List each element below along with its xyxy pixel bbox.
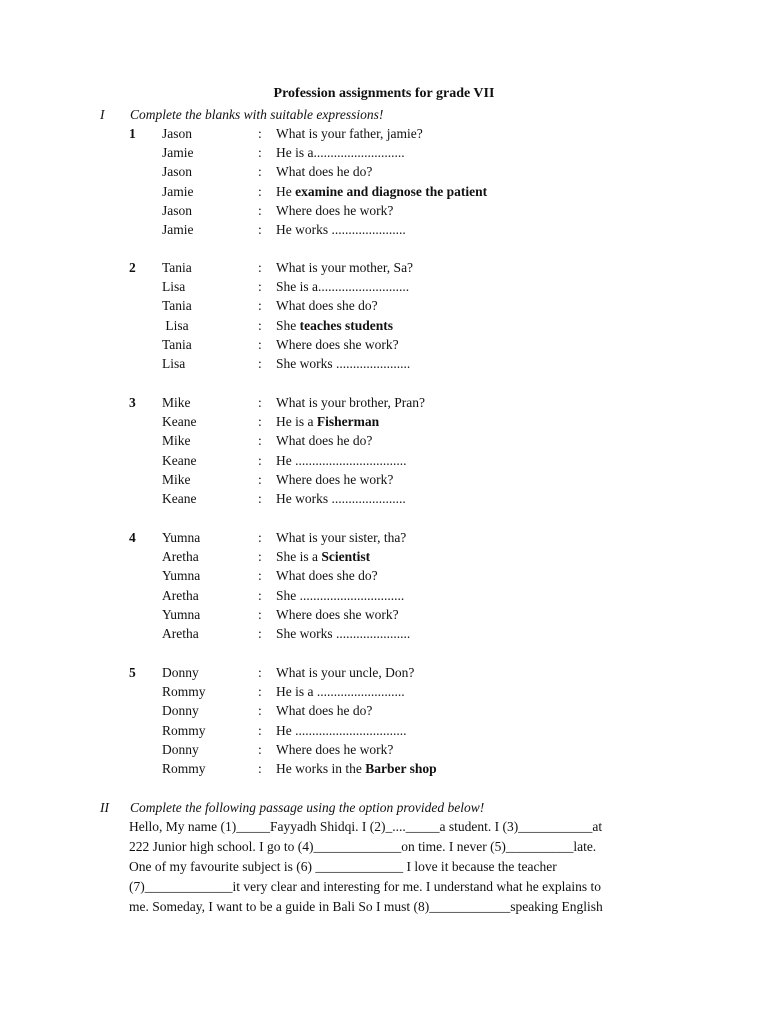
dialog-text — [276, 279, 409, 295]
dialog-line — [0, 626, 768, 645]
passage — [129, 819, 689, 919]
speaker-colon: : — [258, 279, 262, 295]
dialog-line — [0, 433, 768, 452]
passage-line: One of my favourite subject is (6) _____________ I love it because the teacher — [129, 859, 557, 874]
dialog-line — [0, 298, 768, 317]
dialog-text-bold: examine and diagnose the patient — [295, 183, 488, 199]
dialog-text-bold: Fisherman — [316, 414, 380, 430]
dialog-number: 2 — [129, 260, 136, 275]
speaker-colon: : — [258, 164, 262, 180]
dialog-text-plain: She works ...................... — [276, 356, 411, 371]
dialog-text-plain: She is a........................... — [276, 279, 410, 295]
dialog-text — [276, 626, 410, 642]
dialog-line — [0, 126, 768, 145]
dialog-text — [276, 395, 425, 411]
speaker-colon: : — [258, 298, 262, 314]
dialog-text — [276, 684, 405, 700]
dialog-line — [0, 145, 768, 164]
dialog-line — [0, 742, 768, 761]
passage-line: (7)_____________it very clear and interesting for me. I understand what he explains to — [129, 879, 601, 894]
speaker-colon: : — [258, 665, 262, 680]
dialog-text — [276, 453, 407, 469]
speaker-name: Jason — [162, 164, 192, 180]
dialog-text-plain: He is a — [276, 414, 317, 430]
dialog-text-plain: What is your sister, tha? — [276, 530, 407, 545]
dialog-number: 4 — [129, 530, 136, 545]
dialog-text-plain: Where does she work? — [276, 606, 399, 622]
dialog-text-plain: He ................................. — [276, 722, 407, 738]
dialog-text-plain: What does he do? — [276, 703, 373, 719]
speaker-colon: : — [258, 433, 262, 449]
dialog-text — [276, 164, 372, 180]
dialog-text-plain: He ................................. — [276, 452, 407, 468]
speaker-colon: : — [258, 336, 262, 352]
dialog-line — [0, 260, 768, 279]
dialog-text — [276, 184, 487, 200]
speaker-colon: : — [258, 471, 262, 487]
speaker-colon: : — [258, 183, 262, 199]
passage-line: Hello, My name (1)_____Fayyadh Shidqi. I (2)_...._____a student. I (3)___________at — [129, 819, 603, 834]
speaker-name: Lisa — [162, 317, 189, 333]
dialog-text-plain: She ............................... — [276, 587, 405, 603]
speaker-colon: : — [258, 395, 262, 410]
speaker-colon: : — [258, 491, 262, 506]
speaker-colon: : — [258, 741, 262, 757]
speaker-name: Mike — [162, 395, 191, 410]
dialog-text — [276, 337, 399, 353]
dialog-text-plain: She — [276, 317, 300, 333]
speaker-colon: : — [258, 530, 262, 545]
dialog-text — [276, 298, 378, 314]
speaker-colon: : — [258, 587, 262, 603]
dialog-text-plain: He — [276, 183, 296, 199]
dialog-text-plain: Where does he work? — [276, 471, 394, 487]
dialog-text-plain: What does he do? — [276, 433, 373, 449]
dialog-text — [276, 530, 406, 546]
dialog-text-plain: Where does he work? — [276, 202, 394, 218]
speaker-colon: : — [258, 356, 262, 371]
dialog-line — [0, 222, 768, 241]
dialog-text — [276, 414, 379, 430]
dialog-line — [0, 453, 768, 472]
section-1-instruction: Complete the blanks with suitable expressions! — [130, 107, 384, 122]
dialog-text — [276, 433, 372, 449]
dialog-line — [0, 607, 768, 626]
dialog-text-plain: She works ...................... — [276, 626, 411, 641]
speaker-name: Jason — [162, 126, 192, 141]
dialog-line — [0, 356, 768, 375]
dialog-text — [276, 665, 414, 681]
dialog-line — [0, 761, 768, 780]
speaker-colon: : — [258, 703, 262, 719]
page-title: Profession assignments for grade VII — [273, 86, 495, 101]
speaker-colon: : — [258, 126, 262, 141]
speaker-name: Aretha — [162, 587, 199, 603]
dialog-text-plain: What does she do? — [276, 298, 378, 314]
speaker-name: Tania — [162, 298, 192, 314]
dialog-number: 3 — [129, 395, 136, 410]
dialog-line — [0, 337, 768, 356]
speaker-name: Rommy — [162, 761, 206, 776]
dialog-text-plain: He works ...................... — [276, 491, 406, 506]
speaker-colon: : — [258, 145, 262, 161]
section-2-numeral: II — [100, 800, 109, 815]
speaker-name: Jamie — [162, 183, 194, 199]
speaker-colon: : — [258, 606, 262, 622]
dialog-text — [276, 588, 404, 604]
speaker-name: Lisa — [162, 356, 186, 371]
speaker-colon: : — [258, 722, 262, 738]
dialog-number: 5 — [129, 665, 136, 680]
speaker-name: Aretha — [162, 626, 199, 641]
dialog-line — [0, 530, 768, 549]
speaker-name: Tania — [162, 336, 192, 352]
dialog-line — [0, 184, 768, 203]
dialog-text — [276, 203, 393, 219]
dialog-text — [276, 356, 410, 372]
dialog-text — [276, 703, 372, 719]
dialog-text-plain: She is a — [276, 549, 322, 565]
dialog-text — [276, 145, 405, 161]
dialog-text-plain: He works in the — [276, 761, 366, 776]
speaker-colon: : — [258, 626, 262, 641]
speaker-colon: : — [258, 568, 262, 584]
dialog-text — [276, 222, 406, 238]
speaker-name: Keane — [162, 414, 197, 430]
dialog-text-plain: Where does he work? — [276, 741, 394, 757]
dialog-text-plain: He works ...................... — [276, 222, 406, 237]
passage-line: me. Someday, I want to be a guide in Bali So I must (8)____________speaking English — [129, 899, 603, 914]
speaker-name: Jason — [162, 202, 192, 218]
dialog-text — [276, 491, 406, 507]
passage-line: 222 Junior high school. I go to (4)_____________on time. I never (5)__________late. — [129, 839, 597, 854]
speaker-name: Keane — [162, 491, 197, 506]
dialog-text-plain: What is your brother, Pran? — [276, 395, 426, 410]
speaker-colon: : — [258, 684, 262, 700]
dialog-text-plain: Where does she work? — [276, 336, 399, 352]
dialog-text — [276, 568, 378, 584]
dialog-text — [276, 318, 393, 334]
dialog-line — [0, 568, 768, 587]
speaker-colon: : — [258, 452, 262, 468]
dialog-line — [0, 203, 768, 222]
dialog-text — [276, 472, 393, 488]
dialog-line — [0, 684, 768, 703]
dialog-text-plain: What does he do? — [276, 164, 373, 180]
speaker-name: Rommy — [162, 684, 206, 700]
dialog-text — [276, 742, 393, 758]
dialog-text-plain: He is a........................... — [276, 145, 405, 161]
dialog-line — [0, 414, 768, 433]
speaker-colon: : — [258, 260, 262, 275]
dialog-text-plain: What is your father, jamie? — [276, 126, 423, 141]
dialog-line — [0, 491, 768, 510]
speaker-name: Yumna — [162, 568, 201, 584]
speaker-name: Donny — [162, 703, 199, 719]
dialog-line — [0, 723, 768, 742]
dialog-text — [276, 761, 437, 777]
dialog-text — [276, 723, 407, 739]
speaker-colon: : — [258, 317, 262, 333]
speaker-colon: : — [258, 414, 262, 430]
speaker-name: Aretha — [162, 549, 199, 565]
speaker-name: Mike — [162, 471, 191, 487]
speaker-name: Yumna — [162, 530, 201, 545]
speaker-colon: : — [258, 761, 262, 776]
dialog-text-bold: Scientist — [321, 549, 371, 565]
dialog-line — [0, 318, 768, 337]
speaker-colon: : — [258, 202, 262, 218]
dialog-line — [0, 164, 768, 183]
section-2-instruction: Complete the following passage using the option provided below! — [130, 800, 485, 815]
speaker-name: Rommy — [162, 722, 206, 738]
dialog-text-plain: He is a .......................... — [276, 684, 405, 700]
dialog-text-plain: What does she do? — [276, 568, 378, 584]
dialog-text-bold: teaches students — [299, 317, 393, 333]
dialog-number: 1 — [129, 126, 136, 141]
dialog-text-plain: What is your uncle, Don? — [276, 665, 415, 680]
speaker-name: Keane — [162, 452, 197, 468]
speaker-name: Jamie — [162, 145, 194, 161]
dialog-text — [276, 607, 399, 623]
dialog-line — [0, 279, 768, 298]
speaker-name: Yumna — [162, 606, 201, 622]
dialog-text-bold: Barber shop — [365, 761, 437, 776]
dialog-line — [0, 472, 768, 491]
dialog-text — [276, 549, 370, 565]
dialog-line — [0, 588, 768, 607]
dialog-line — [0, 395, 768, 414]
speaker-colon: : — [258, 549, 262, 565]
speaker-name: Tania — [162, 260, 192, 275]
dialog-text-plain: What is your mother, Sa? — [276, 260, 414, 275]
speaker-name: Lisa — [162, 279, 186, 295]
speaker-name: Donny — [162, 665, 199, 680]
section-1-numeral: I — [100, 107, 105, 122]
dialog-text — [276, 126, 423, 142]
dialog-line — [0, 549, 768, 568]
dialog-line — [0, 703, 768, 722]
speaker-name: Jamie — [162, 222, 194, 237]
speaker-colon: : — [258, 222, 262, 237]
section-1-heading — [100, 107, 383, 123]
dialog-line — [0, 665, 768, 684]
speaker-name: Mike — [162, 433, 191, 449]
dialog-text — [276, 260, 413, 276]
section-2-heading — [100, 800, 484, 816]
speaker-name: Donny — [162, 741, 199, 757]
